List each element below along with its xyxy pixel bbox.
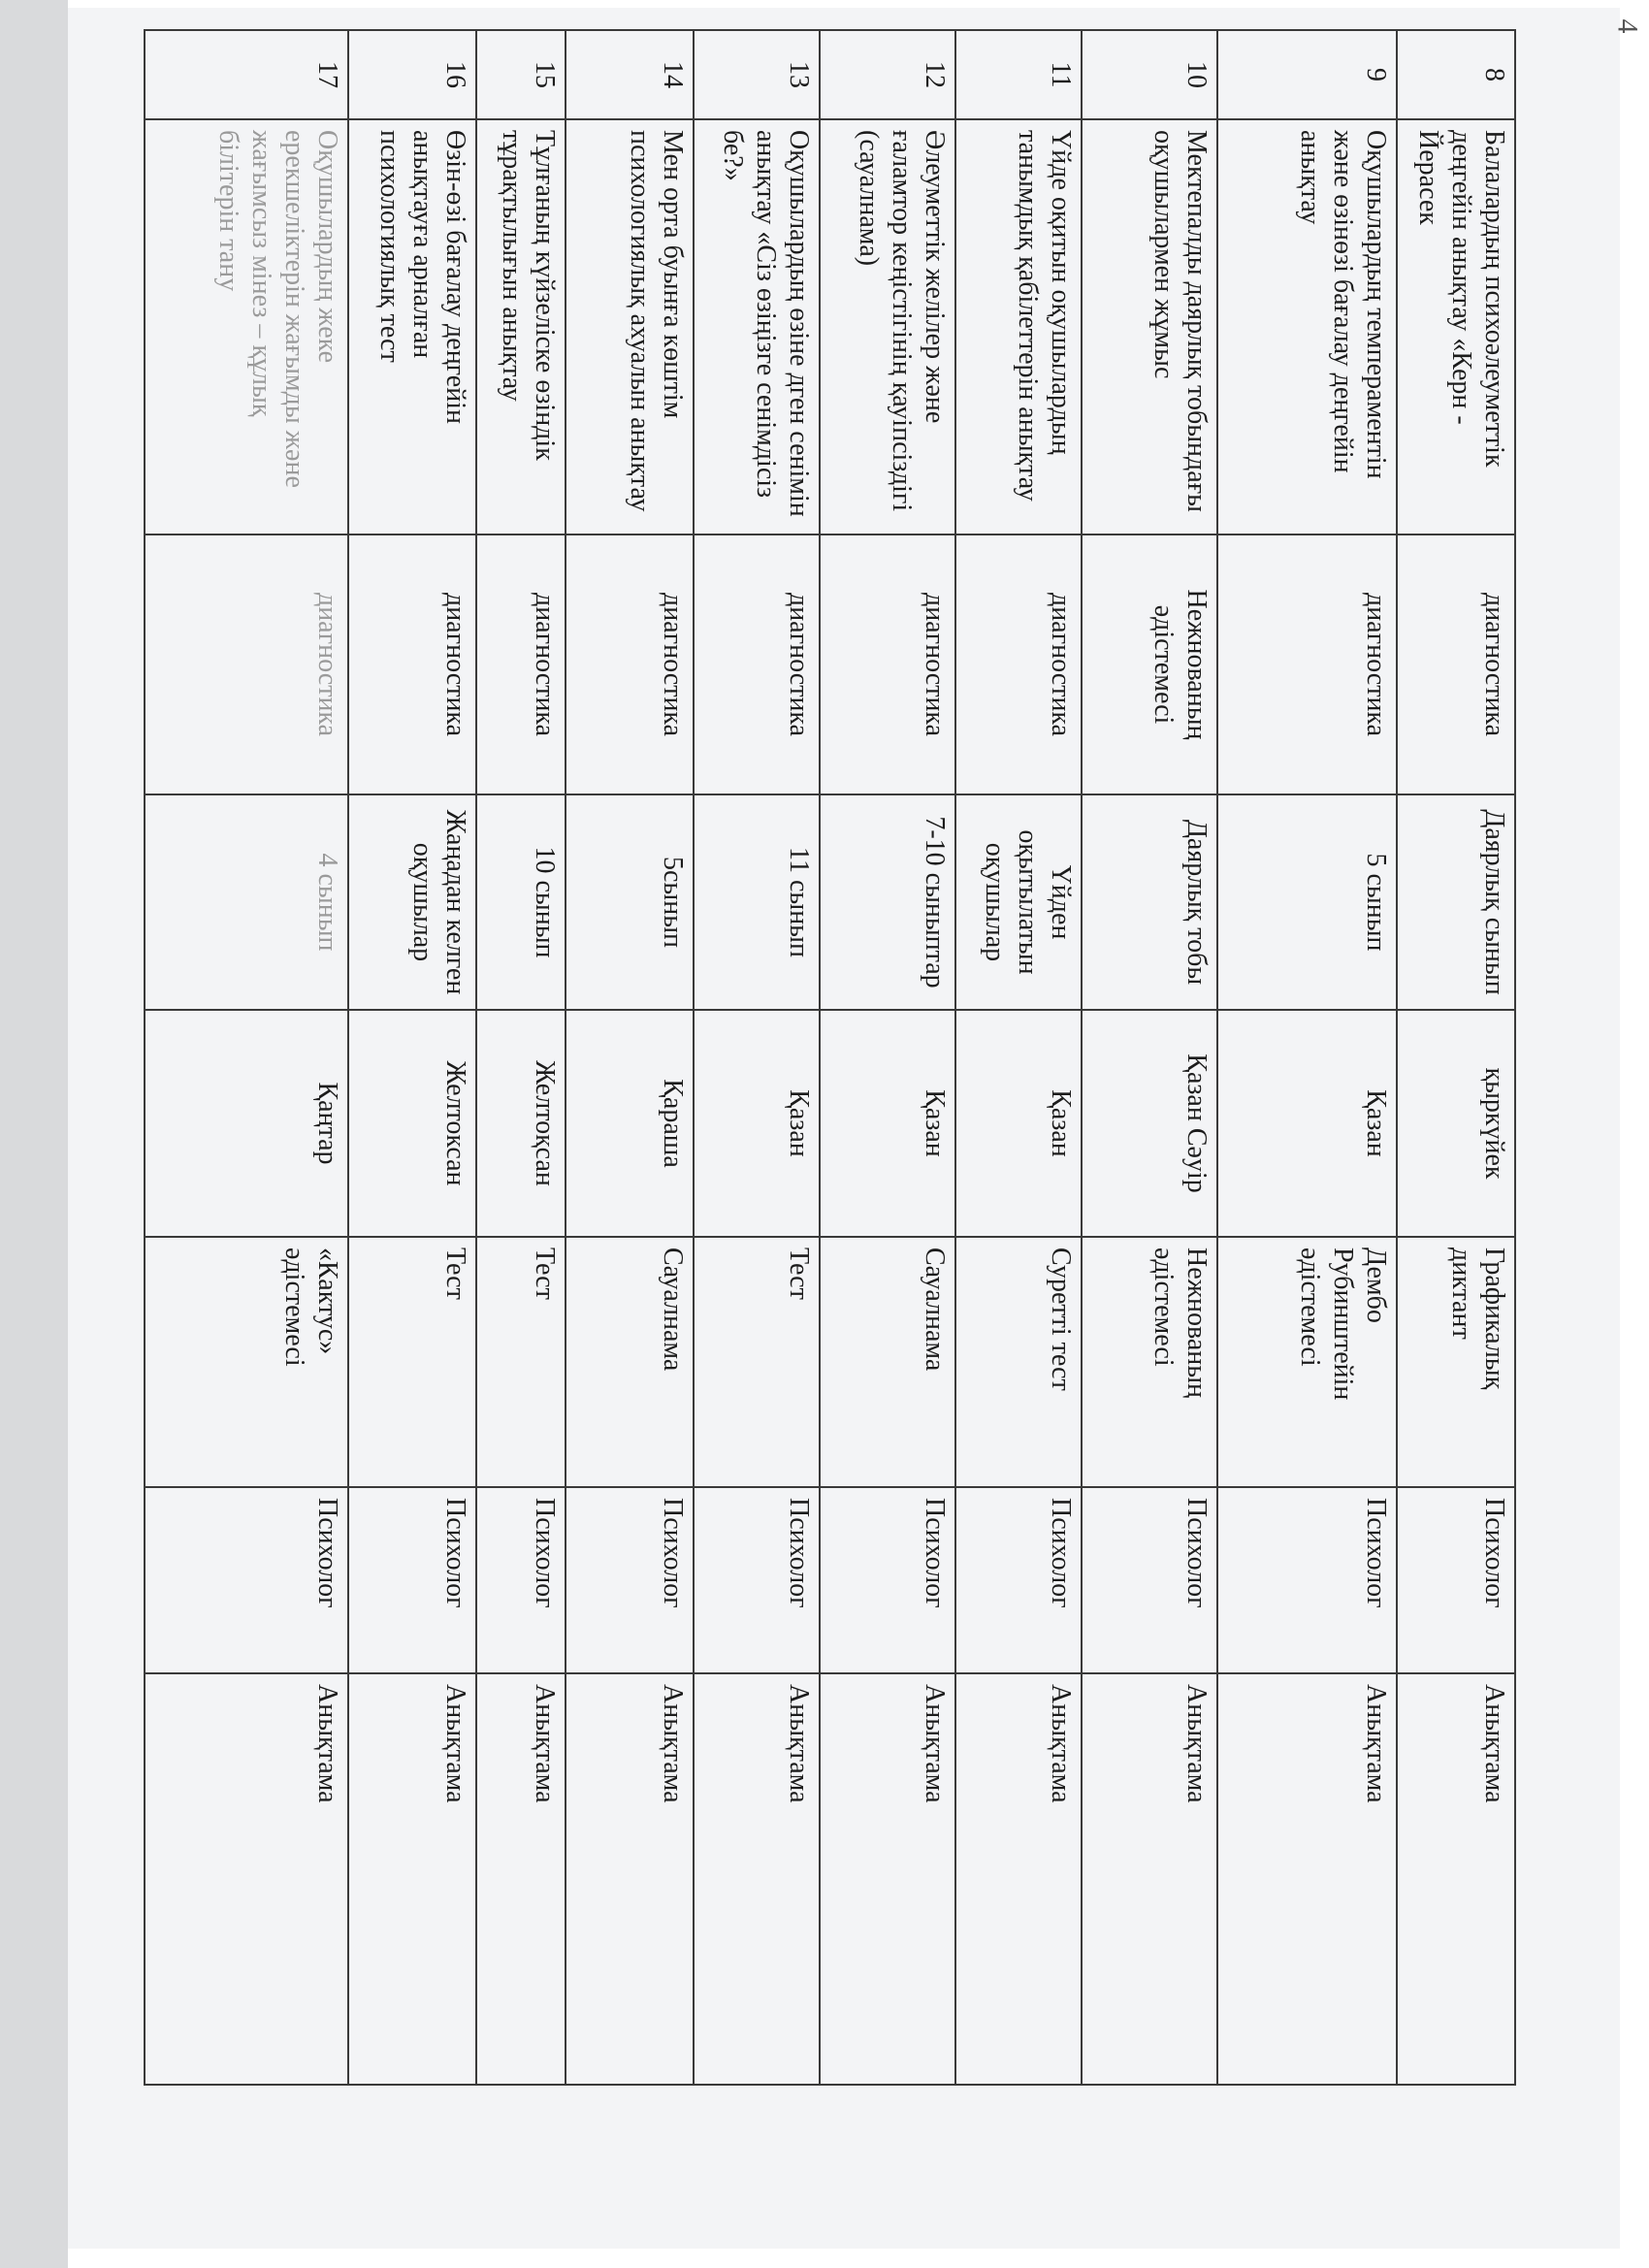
result-cell: Анықтама: [955, 1673, 1082, 2085]
table-row: [1082, 30, 1217, 2085]
target-cell: 7-10 сыныптар: [820, 794, 955, 1010]
plan-table: [144, 29, 1516, 2086]
method-cell: Дембо Рубинштейін әдістемесі: [1217, 1237, 1397, 1487]
responsible-cell: Психолог: [1397, 1487, 1515, 1673]
target-cell: Жаңадан келген оқушылар: [348, 794, 476, 1010]
target-cell: 5сынып: [566, 794, 694, 1010]
method-cell: Сауалнама: [820, 1237, 955, 1487]
month-cell: Қазан: [820, 1010, 955, 1237]
method-cell: Сауалнама: [566, 1237, 694, 1487]
method-cell: Нежнованың әдістемесі: [1082, 1237, 1217, 1487]
event-cell: Өзін-өзі бағалау деңгейін анықтауға арналған психологиялық тест: [348, 119, 476, 535]
type-cell: диагностика: [348, 535, 476, 794]
result-cell: Анықтама: [820, 1673, 955, 2085]
month-cell: Қазан Сәуір: [1082, 1010, 1217, 1237]
table-row: [566, 30, 694, 2085]
table-row: [694, 30, 820, 2085]
row-number: 15: [476, 30, 566, 119]
month-cell: қыркүйек: [1397, 1010, 1515, 1237]
row-number: 14: [566, 30, 694, 119]
table-row: [476, 30, 566, 2085]
responsible-cell: Психолог: [476, 1487, 566, 1673]
month-cell: Қараша: [566, 1010, 694, 1237]
result-cell: Анықтама: [348, 1673, 476, 2085]
event-cell: Балалардың психоәлеуметтік деңгейін анықтау «Керн - Йерасек: [1397, 119, 1515, 535]
table-row: [145, 30, 348, 2085]
table-row: [955, 30, 1082, 2085]
row-number: 12: [820, 30, 955, 119]
type-cell: диагностика: [955, 535, 1082, 794]
target-cell: 10 сынып: [476, 794, 566, 1010]
month-cell: Қазан: [955, 1010, 1082, 1237]
result-cell: Анықтама: [145, 1673, 348, 2085]
month-cell: Желтоқсан: [476, 1010, 566, 1237]
responsible-cell: Психолог: [566, 1487, 694, 1673]
table-row: [820, 30, 955, 2085]
event-cell: Үйде оқитын оқушылардың танымдық қабілеттерін анықтау: [955, 119, 1082, 535]
method-cell: Тест: [348, 1237, 476, 1487]
event-cell: Мен орта буынға көштім психологиялық ахуалын анықтау: [566, 119, 694, 535]
event-cell: Оқушылардың темпераментін және өзінөзі бағалау деңгейін анықтау: [1217, 119, 1397, 535]
row-number: 11: [955, 30, 1082, 119]
target-cell: Даярлық сынып: [1397, 794, 1515, 1010]
table-row: [348, 30, 476, 2085]
table-row: [1217, 30, 1397, 2085]
type-cell: диагностика: [1217, 535, 1397, 794]
responsible-cell: Психолог: [820, 1487, 955, 1673]
responsible-cell: Психолог: [1082, 1487, 1217, 1673]
type-cell: диагностика: [566, 535, 694, 794]
target-cell: Даярлық тобы: [1082, 794, 1217, 1010]
responsible-cell: Психолог: [955, 1487, 1082, 1673]
target-cell: 11 сынып: [694, 794, 820, 1010]
row-number: 9: [1217, 30, 1397, 119]
row-number: 8: [1397, 30, 1515, 119]
method-cell: «Кактус» әдістемесі: [145, 1237, 348, 1487]
responsible-cell: Психолог: [348, 1487, 476, 1673]
row-number: 16: [348, 30, 476, 119]
method-cell: Графикалық диктант: [1397, 1237, 1515, 1487]
result-cell: Анықтама: [566, 1673, 694, 2085]
target-cell: 4 сынып: [145, 794, 348, 1010]
result-cell: Анықтама: [694, 1673, 820, 2085]
type-cell: диагностика: [1397, 535, 1515, 794]
month-cell: Қазан: [1217, 1010, 1397, 1237]
month-cell: Қазан: [694, 1010, 820, 1237]
result-cell: Анықтама: [476, 1673, 566, 2085]
type-cell: диагностика: [145, 535, 348, 794]
type-cell: диагностика: [694, 535, 820, 794]
event-cell: Мектепалды даярлық тобындағы оқушылармен жұмыс: [1082, 119, 1217, 535]
row-number: 17: [145, 30, 348, 119]
row-number: 13: [694, 30, 820, 119]
target-cell: 5 сынып: [1217, 794, 1397, 1010]
type-cell: диагностика: [476, 535, 566, 794]
event-cell: Тұлғаның күйзеліске өзіндік тұрақтылығын анықтау: [476, 119, 566, 535]
method-cell: Тест: [476, 1237, 566, 1487]
event-cell: Оқушылардың өзіне дген сенімін анықтау «Сіз өзіңізге сенімдісіз бе?»: [694, 119, 820, 535]
result-cell: Анықтама: [1217, 1673, 1397, 2085]
event-cell: Оқушылардың жеке ерекшеліктерін жағымды және жағымсыз мінез – құлық білітерін тану: [145, 119, 348, 535]
responsible-cell: Психолог: [1217, 1487, 1397, 1673]
handwritten-page-number: 4: [1611, 18, 1644, 34]
month-cell: Қаңтар: [145, 1010, 348, 1237]
plan-table-body: [145, 30, 1515, 2085]
type-cell: Нежнованың әдістемесі: [1082, 535, 1217, 794]
scan-shadow-edge: [0, 0, 68, 2268]
type-cell: диагностика: [820, 535, 955, 794]
result-cell: Анықтама: [1082, 1673, 1217, 2085]
result-cell: Анықтама: [1397, 1673, 1515, 2085]
responsible-cell: Психолог: [145, 1487, 348, 1673]
rotated-page: [146, 0, 1552, 2115]
method-cell: Суретті тест: [955, 1237, 1082, 1487]
event-cell: Әлеуметтік желілер және ғаламтор кеңістігінің қауіпсіздігі (сауалнама): [820, 119, 955, 535]
responsible-cell: Психолог: [694, 1487, 820, 1673]
month-cell: Желтоксан: [348, 1010, 476, 1237]
row-number: 10: [1082, 30, 1217, 119]
target-cell: Үйден оқытылатын оқушылар: [955, 794, 1082, 1010]
method-cell: Тест: [694, 1237, 820, 1487]
table-row: [1397, 30, 1515, 2085]
